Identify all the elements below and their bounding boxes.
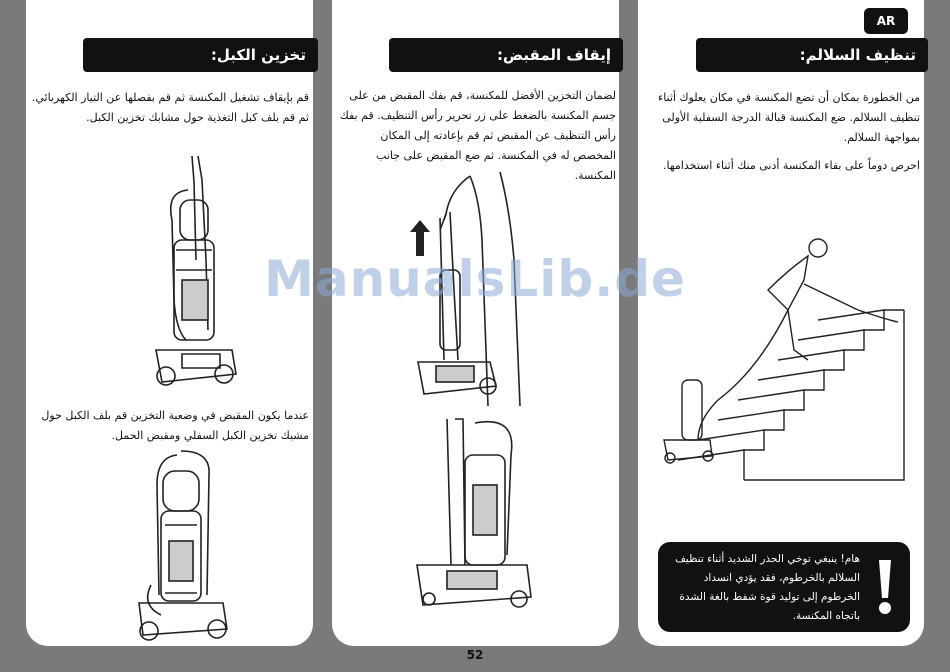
watermark: ManualsLib.de bbox=[264, 250, 686, 308]
cable-storage-text-2: عندما يكون المقبض في وضعية التخزين قم بلف الكبل حول مشبك تخزين الكبل السفلي ومقبض الحمل. bbox=[41, 409, 309, 442]
cable-storage-panel bbox=[26, 0, 313, 646]
stairs-cleaning-panel bbox=[638, 0, 924, 646]
handle-release-panel bbox=[332, 0, 619, 646]
stairs-text-2: احرص دوماً على بقاء المكنسة أدنى منك أثناء استخدامها. bbox=[662, 159, 920, 172]
cable-storage-title: تخزين الكبل: bbox=[83, 38, 318, 72]
warning-text: هام! ينبغي توخي الحذر الشديد أثناء تنظيف السلالم بالخرطوم، فقد يؤدي انسداد الخرطوم إلى توليد قوة شفط بالغة الشدة باتجاه المكنسة. bbox=[675, 553, 860, 622]
cable-storage-text: قم بإيقاف تشغيل المكنسة ثم قم بفصلها عن التيار الكهربائي. ثم قم بلف كبل التغذية حول مشابك تخزين الكبل. bbox=[31, 91, 309, 124]
stairs-text: من الخطورة بمكان أن تضع المكنسة في مكان يعلوك أثناء تنظيف السلالم. ضع المكنسة قبالة الدرجة السفلية الأولى بمواجهة السلالم. bbox=[658, 91, 920, 144]
exclamation-icon bbox=[870, 558, 900, 618]
language-badge: AR bbox=[864, 8, 908, 34]
vacuum-stored-handle-illustration bbox=[121, 445, 241, 645]
handle-release-title: إيقاف المقبض: bbox=[389, 38, 623, 72]
page-number: 52 bbox=[466, 648, 484, 662]
handle-release-text: لضمان التخزين الأفضل للمكنسة، قم بفك المقبض من على جسم المكنسة بالضغط على زر تحرير رأس التنظيف. قم بفك رأس التنظيف عن المقبض ثم قم بإعادته إلى المكان المخصص له في المكنسة. ثم ضع المقبض على جانب المكنسة. bbox=[339, 89, 616, 182]
vacuum-handle-on-side-illustration bbox=[407, 415, 537, 625]
warning-box bbox=[658, 542, 910, 632]
stairs-title: تنظيف السلالم: bbox=[696, 38, 928, 72]
